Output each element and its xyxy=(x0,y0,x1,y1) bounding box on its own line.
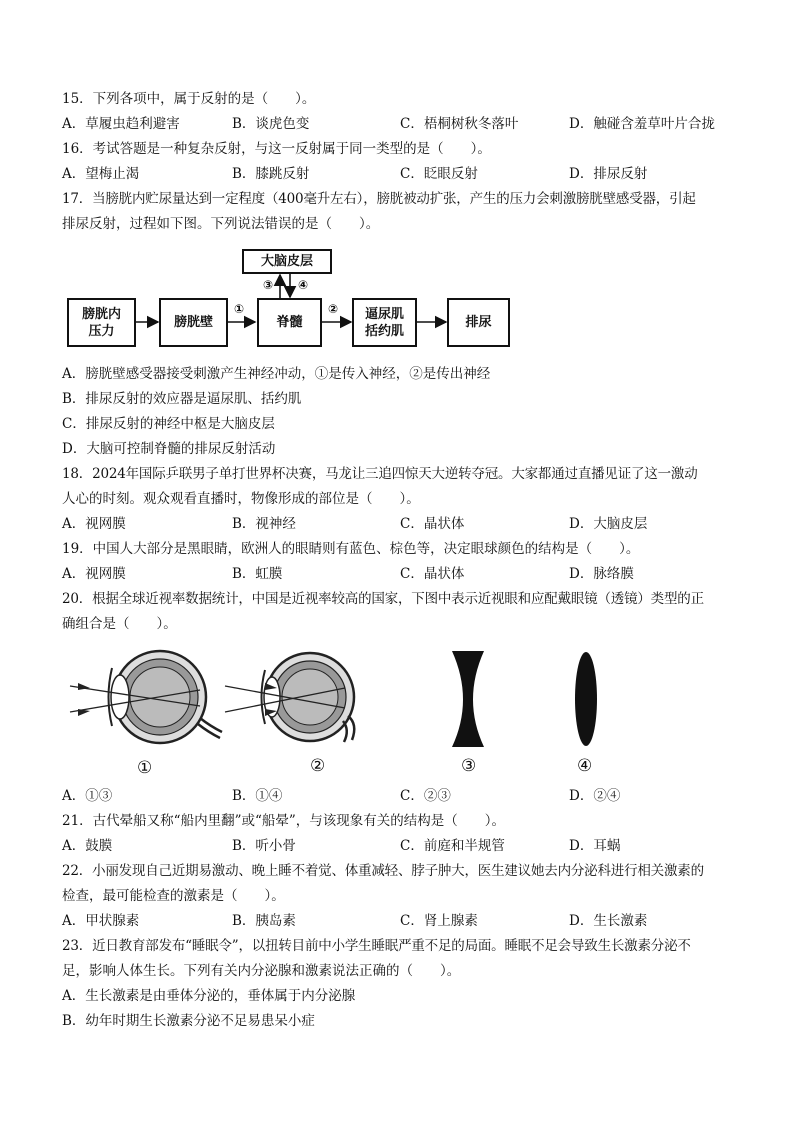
q23-option-a: A．生长激素是由垂体分泌的，垂体属于内分泌腺 xyxy=(62,988,356,1004)
figure-label-3: ③ xyxy=(461,756,477,776)
q22-option-c: C．肾上腺素 xyxy=(400,913,478,929)
q21-options xyxy=(62,834,742,859)
bladder-pressure-line2: 压力 xyxy=(88,323,115,339)
label-n3: ③ xyxy=(263,278,274,292)
q19-option-a: A．视网膜 xyxy=(62,566,126,582)
q22-option-d: D．生长激素 xyxy=(569,913,648,929)
q19-options xyxy=(62,562,742,587)
q19-option-b: B．虹膜 xyxy=(232,566,283,582)
q20-option-d: D．②④ xyxy=(569,788,621,804)
q22-option-a: A．甲状腺素 xyxy=(62,913,140,929)
brain-cortex-box: 大脑皮层 xyxy=(242,249,332,274)
q20-option-c: C．②③ xyxy=(400,788,451,804)
q18-option-b: B．视神经 xyxy=(232,516,296,532)
bladder-pressure-line1: 膀胱内 xyxy=(81,306,121,322)
label-n1: ① xyxy=(234,302,245,316)
q20-stem-line2: 确组合是（ ）。 xyxy=(62,616,177,632)
spinal-cord-box: 脊髓 xyxy=(257,298,322,347)
q19-option-c: C．晶状体 xyxy=(400,566,465,582)
q23-stem-line1: 23．近日教育部发布“睡眠令”，以扭转目前中小学生睡眠严重不足的局面。睡眠不足会导致生长激素分泌不 xyxy=(62,938,691,954)
q19-option-d: D．脉络膜 xyxy=(569,566,634,582)
q17-stem-line2: 排尿反射，过程如下图。下列说法错误的是（ ）。 xyxy=(62,216,380,232)
q18-stem-line2: 人心的时刻。观众观看直播时，物像形成的部位是（ ）。 xyxy=(62,491,420,507)
q21-option-c: C．前庭和半规管 xyxy=(400,838,505,854)
q17-stem-line1: 17．当膀胱内贮尿量达到一定程度（400毫升左右），膀胱被动扩张，产生的压力会刺激膀胱壁感受器，引起 xyxy=(62,191,696,207)
urination-box: 排尿 xyxy=(447,298,510,347)
q15-option-d: D．触碰含羞草叶片合拢 xyxy=(569,116,715,132)
q20-options xyxy=(62,784,742,809)
q19-stem: 19．中国人大部分是黑眼睛，欧洲人的眼睛则有蓝色、棕色等，决定眼球颜色的结构是（ ）。 xyxy=(62,541,640,557)
q16-options xyxy=(62,162,742,187)
q18-stem-line1: 18．2024年国际乒联男子单打世界杯决赛，马龙让三追四惊天大逆转夺冠。大家都通过直播见证了这一激动 xyxy=(62,466,698,482)
muscle-box xyxy=(352,298,417,347)
convex-lens-icon xyxy=(575,652,597,746)
q17-option-d: D．大脑可控制脊髓的排尿反射活动 xyxy=(62,441,276,457)
eye-1-icon xyxy=(70,651,222,743)
q20-option-b: B．①④ xyxy=(232,788,283,804)
eye-2-icon xyxy=(225,653,354,742)
q15-option-b: B．谈虎色变 xyxy=(232,116,310,132)
q23-stem-line2: 足，影响人体生长。下列有关内分泌腺和激素说法正确的（ ）。 xyxy=(62,963,461,979)
q16-option-b: B．膝跳反射 xyxy=(232,166,310,182)
label-n4: ④ xyxy=(298,278,309,292)
bladder-wall-box: 膀胱壁 xyxy=(159,298,228,347)
figure-label-1: ① xyxy=(137,758,153,778)
q22-option-b: B．胰岛素 xyxy=(232,913,296,929)
q21-option-d: D．耳蜗 xyxy=(569,838,621,854)
concave-lens-icon xyxy=(452,651,484,747)
q21-stem: 21．古代晕船又称“船内里翻”或“船晕”，与该现象有关的结构是（ ）。 xyxy=(62,813,506,829)
q15-options xyxy=(62,112,742,137)
muscle-line2: 括约肌 xyxy=(364,323,404,339)
q16-option-a: A．望梅止渴 xyxy=(62,166,140,182)
q16-option-c: C．眨眼反射 xyxy=(400,166,478,182)
figure-label-2: ② xyxy=(310,756,326,776)
q17-option-a: A．膀胱壁感受器接受刺激产生神经冲动，①是传入神经，②是传出神经 xyxy=(62,366,491,382)
q21-option-b: B．听小骨 xyxy=(232,838,296,854)
q22-stem-line2: 检查，最可能检查的激素是（ ）。 xyxy=(62,888,285,904)
q18-option-d: D．大脑皮层 xyxy=(569,516,648,532)
q21-option-a: A．鼓膜 xyxy=(62,838,113,854)
muscle-line1: 逼尿肌 xyxy=(364,306,404,322)
bladder-pressure-box xyxy=(67,298,136,347)
q20-option-a: A．①③ xyxy=(62,788,113,804)
q17-option-c: C．排尿反射的神经中枢是大脑皮层 xyxy=(62,416,275,432)
q15-stem: 15．下列各项中，属于反射的是（ ）。 xyxy=(62,91,316,107)
label-n2: ② xyxy=(328,302,339,316)
q22-options xyxy=(62,909,742,934)
q17-option-b: B．排尿反射的效应器是逼尿肌、括约肌 xyxy=(62,391,302,407)
q18-option-a: A．视网膜 xyxy=(62,516,126,532)
q23-option-b: B．幼年时期生长激素分泌不足易患呆小症 xyxy=(62,1013,315,1029)
q15-option-a: A．草履虫趋利避害 xyxy=(62,116,180,132)
q20-stem-line1: 20．根据全球近视率数据统计，中国是近视率较高的国家，下图中表示近视眼和应配戴眼镜（透镜）类型的正 xyxy=(62,591,704,607)
q18-option-c: C．晶状体 xyxy=(400,516,465,532)
q15-option-c: C．梧桐树秋冬落叶 xyxy=(400,116,519,132)
q22-stem-line1: 22．小丽发现自己近期易激动、晚上睡不着觉、体重减轻、脖子肿大，医生建议她去内分泌科进行相关激素的 xyxy=(62,863,704,879)
q18-options xyxy=(62,512,742,537)
q16-option-d: D．排尿反射 xyxy=(569,166,648,182)
q16-stem: 16．考试答题是一种复杂反射，与这一反射属于同一类型的是（ ）。 xyxy=(62,141,491,157)
figure-label-4: ④ xyxy=(577,756,593,776)
